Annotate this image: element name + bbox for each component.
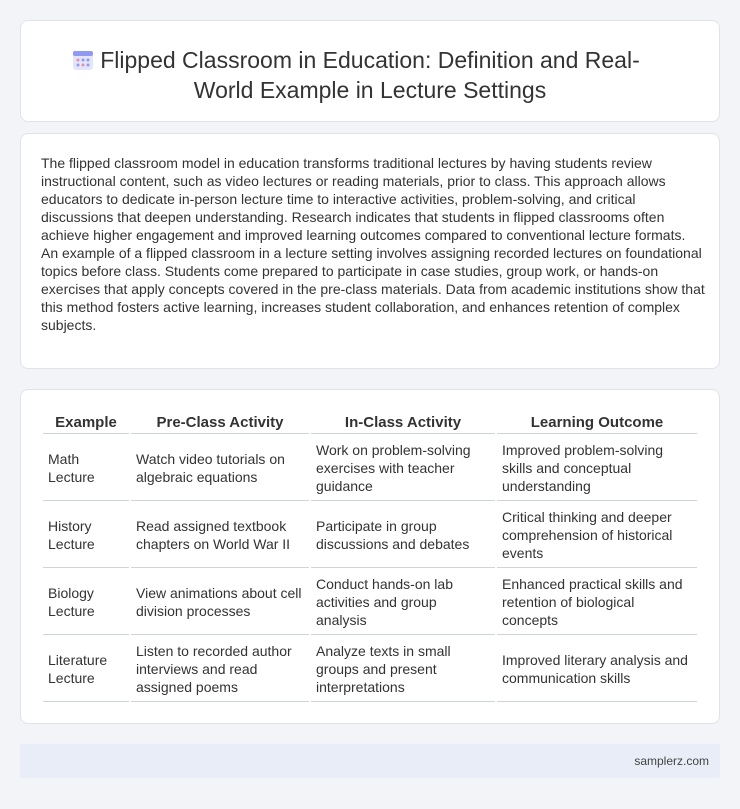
table-card	[20, 389, 720, 724]
table-row	[43, 637, 697, 702]
intro-card	[20, 133, 720, 369]
cell-in-class: Analyze texts in small groups and present interpretations	[311, 637, 495, 702]
page-title: Flipped Classroom in Education: Definition and Real-World Example in Lecture Settings	[100, 47, 640, 103]
footer-site-link[interactable]: samplerz.com	[634, 754, 709, 768]
intro-paragraph: The flipped classroom model in education transforms traditional lectures by having students review instructional content, such as video lectures or reading materials, prior to class. This approach allows educators to dedicate in-person lecture time to interactive activities, problem-solving, and critical discussions that deepen understanding. Research indicates that students in flipped classrooms often achieve higher engagement and improved learning outcomes compared to conventional lecture formats. An example of a flipped classroom in a lecture setting involves assigning recorded lectures on foundational topics before class. Students come prepared to participate in case studies, group work, or hands-on exercises that apply concepts covered in the pre-class materials. Data from academic institutions show that this method fosters active learning, increases student collaboration, and enhances retention of complex subjects.	[41, 155, 705, 333]
header-outcome: Learning Outcome	[497, 412, 697, 434]
cell-example: Math Lecture	[43, 436, 129, 501]
cell-example: History Lecture	[43, 503, 129, 568]
header-in-class: In-Class Activity	[311, 412, 495, 434]
cell-example: Literature Lecture	[43, 637, 129, 702]
cell-pre-class: View animations about cell division processes	[131, 570, 309, 635]
cell-example: Biology Lecture	[43, 570, 129, 635]
cell-outcome: Enhanced practical skills and retention of biological concepts	[497, 570, 697, 635]
header-pre-class: Pre-Class Activity	[131, 412, 309, 434]
cell-outcome: Critical thinking and deeper comprehension of historical events	[497, 503, 697, 568]
cell-in-class: Work on problem-solving exercises with teacher guidance	[311, 436, 495, 501]
cell-outcome: Improved literary analysis and communication skills	[497, 637, 697, 702]
cell-in-class: Participate in group discussions and debates	[311, 503, 495, 568]
title-card	[20, 20, 720, 122]
table-row	[43, 503, 697, 568]
cell-outcome: Improved problem-solving skills and conceptual understanding	[497, 436, 697, 501]
cell-pre-class: Listen to recorded author interviews and read assigned poems	[131, 637, 309, 702]
table-header-row	[43, 412, 697, 434]
header-example: Example	[43, 412, 129, 434]
table-row	[43, 570, 697, 635]
calendar-grid-icon	[71, 48, 95, 72]
comparison-table	[41, 410, 699, 704]
cell-in-class: Conduct hands-on lab activities and group analysis	[311, 570, 495, 635]
cell-pre-class: Read assigned textbook chapters on World War II	[131, 503, 309, 568]
footer	[20, 744, 720, 778]
cell-pre-class: Watch video tutorials on algebraic equations	[131, 436, 309, 501]
table-row	[43, 436, 697, 501]
title-wrap	[21, 45, 719, 105]
